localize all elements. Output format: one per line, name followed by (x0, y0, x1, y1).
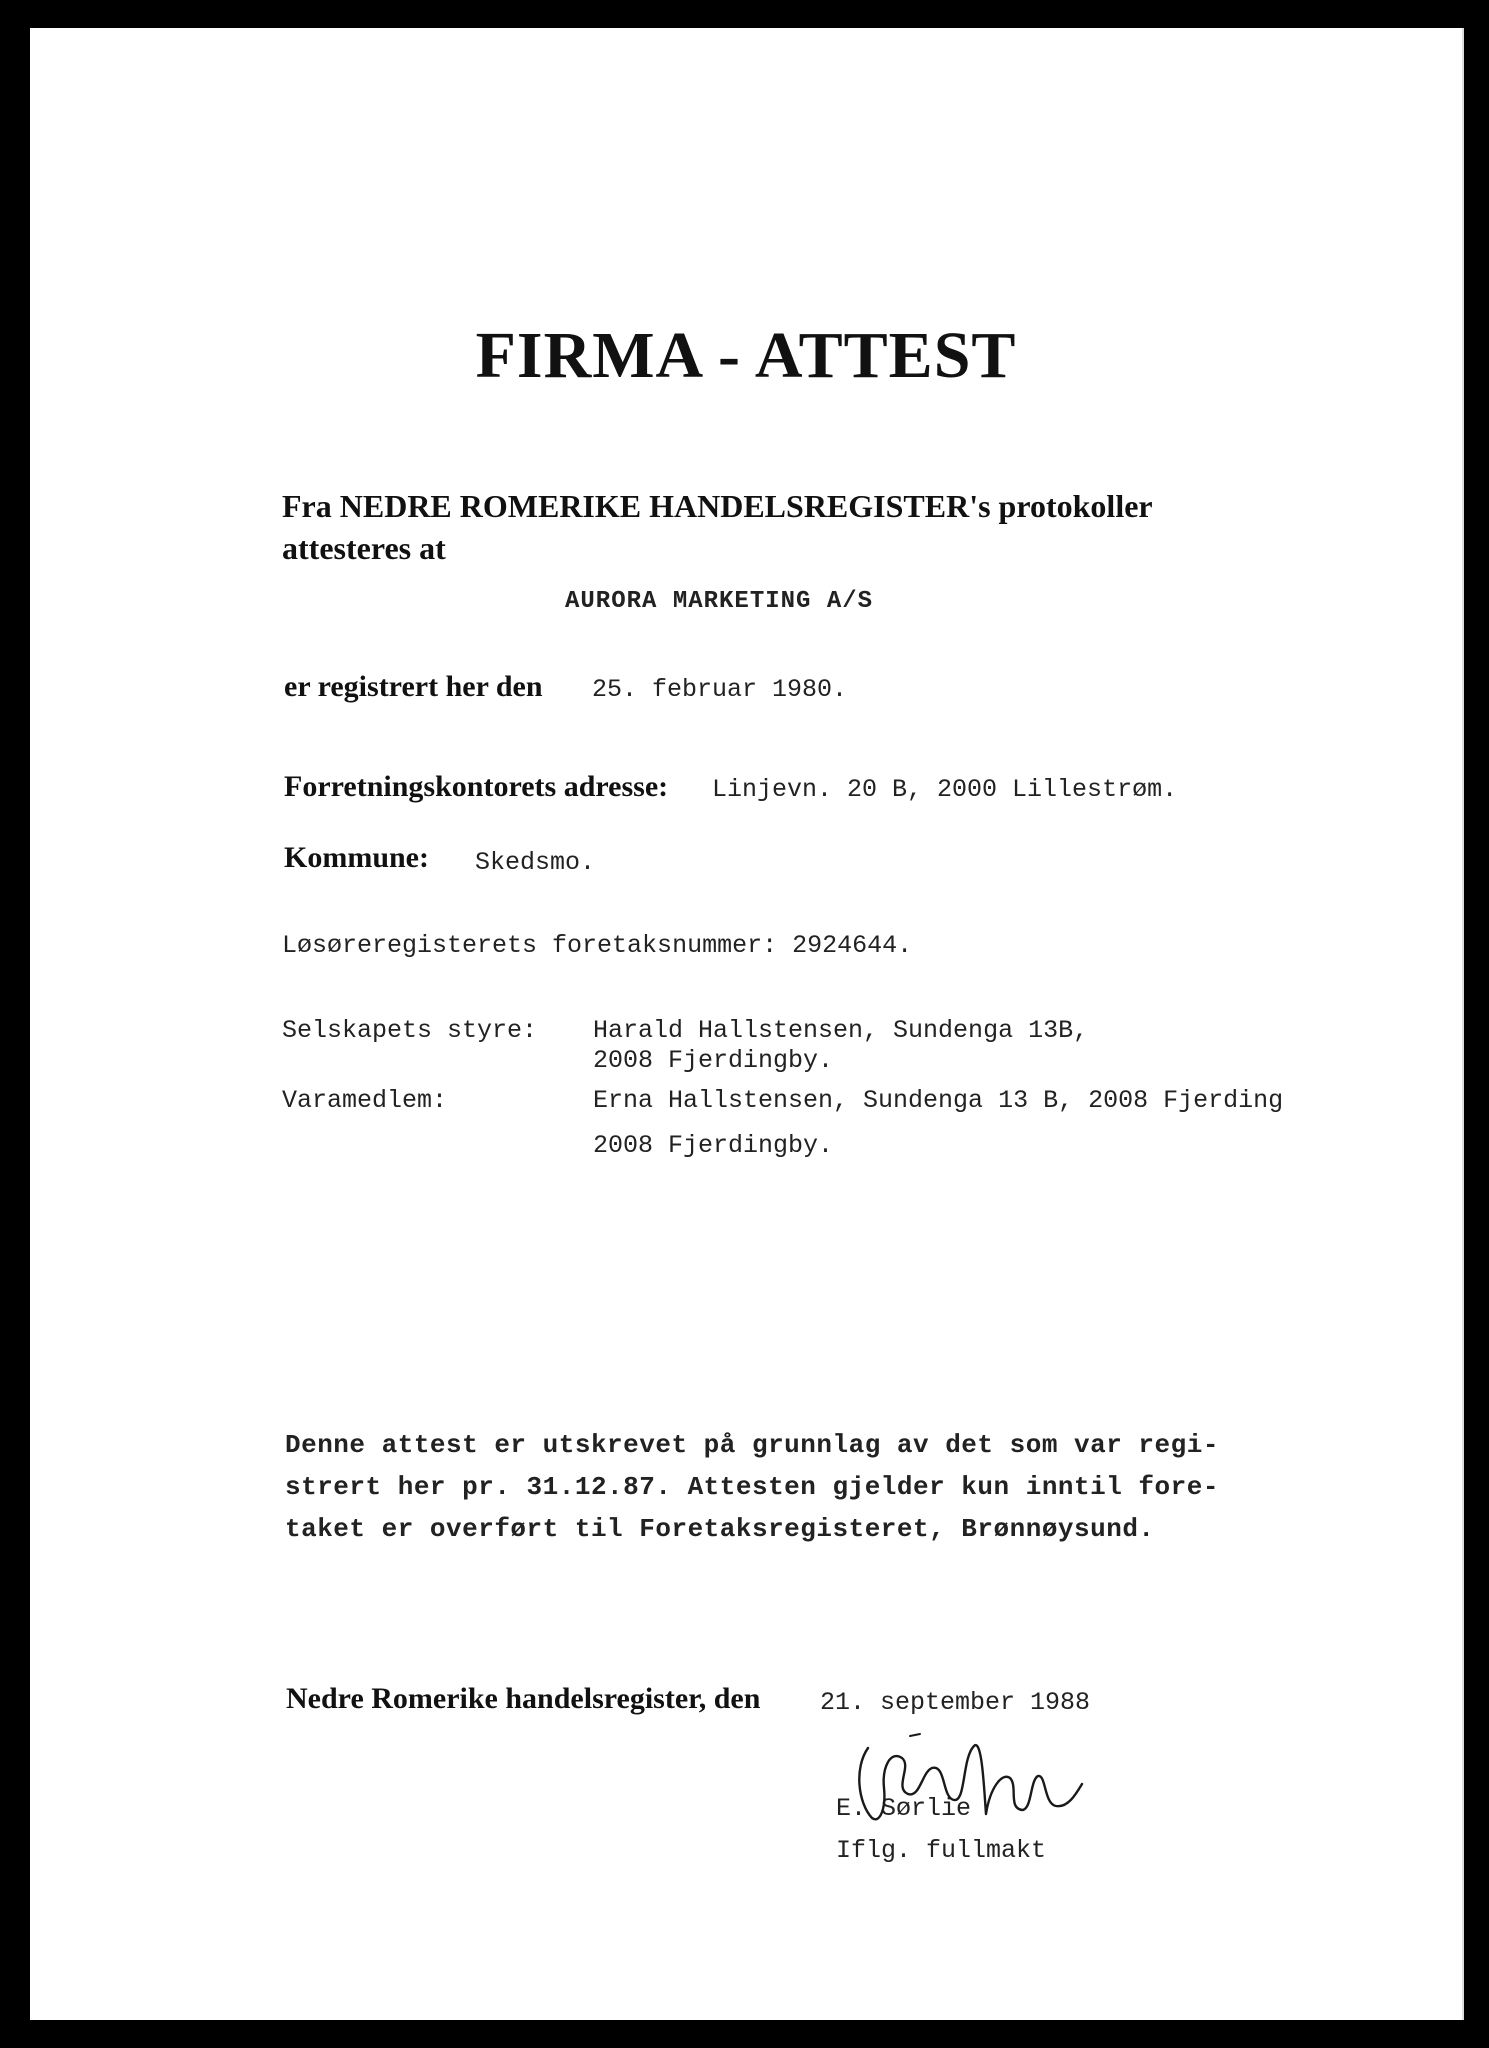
note-line-1: Denne attest er utskrevet på grunnlag av det som var regi- (285, 1430, 1219, 1460)
signer-name: E. Sørlie (836, 1794, 972, 1823)
note-line-2: strert her pr. 31.12.87. Attesten gjelder kun inntil fore- (285, 1472, 1219, 1502)
signer-authority: Iflg. fullmakt (836, 1836, 1047, 1865)
handwritten-signature (850, 1728, 1090, 1838)
company-name: AURORA MARKETING A/S (565, 588, 874, 615)
deputy-line-2: 2008 Fjerdingby. (593, 1131, 834, 1160)
place-label: Nedre Romerike handelsregister, den (286, 1682, 761, 1715)
board-label: Selskapets styre: (282, 1016, 538, 1045)
document-title: FIRMA - ATTEST (475, 319, 1017, 392)
municipality-value: Skedsmo. (475, 848, 596, 877)
intro-line-1: Fra NEDRE ROMERIKE HANDELSREGISTER's protokoller (282, 488, 1153, 524)
intro-line-2: attesteres at (282, 530, 446, 566)
registered-label: er registrert her den (284, 670, 543, 703)
deputy-label: Varamedlem: (282, 1086, 448, 1115)
municipality-label: Kommune: (284, 841, 429, 874)
address-label: Forretningskontorets adresse: (284, 770, 669, 803)
document-page (30, 28, 1464, 2020)
note-line-3: taket er overført til Foretaksregisteret, Brønnøysund. (285, 1514, 1155, 1544)
deputy-line-1: Erna Hallstensen, Sundenga 13 B, 2008 Fjerding (593, 1086, 1284, 1115)
registered-date: 25. februar 1980. (592, 675, 848, 704)
board-line-1: Harald Hallstensen, Sundenga 13B, (593, 1016, 1089, 1045)
board-line-2: 2008 Fjerdingby. (593, 1046, 834, 1075)
place-date: 21. september 1988 (820, 1688, 1091, 1717)
address-value: Linjevn. 20 B, 2000 Lillestrøm. (712, 775, 1178, 804)
losore-number-line: Løsøreregisterets foretaksnummer: 2924644. (282, 931, 913, 960)
